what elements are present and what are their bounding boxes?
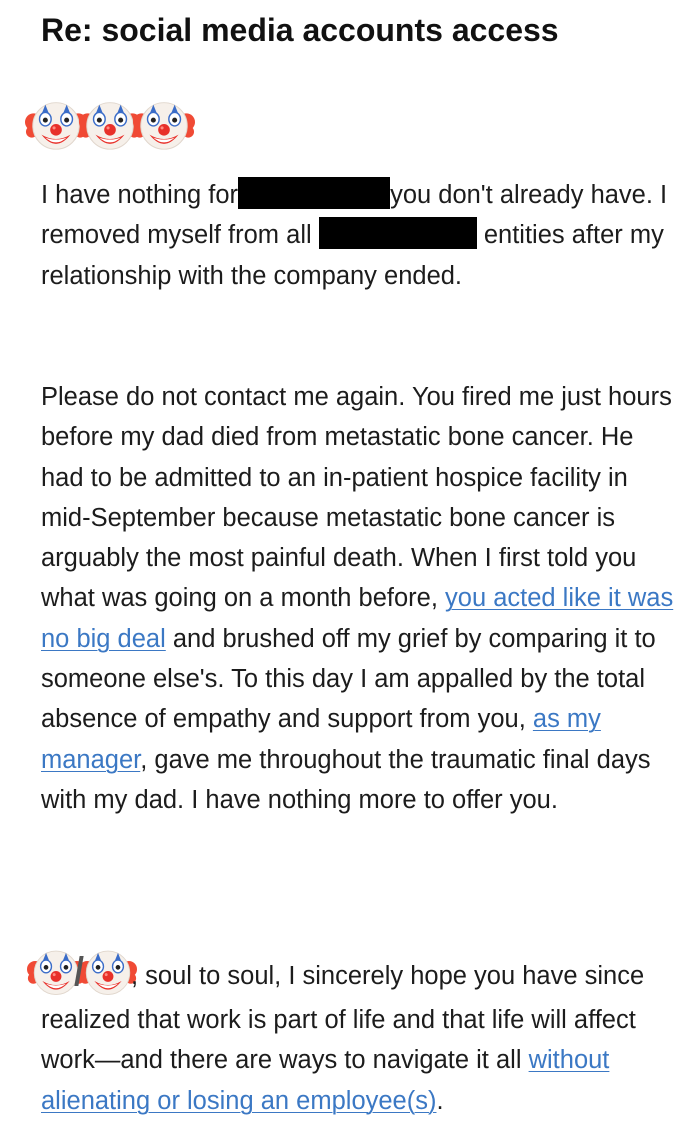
link-as-my-manager[interactable]: as my manager [41, 705, 601, 774]
paragraph-3 [41, 942, 681, 1121]
redaction-block [319, 217, 477, 249]
paragraph-1-text-a: I have nothing for [41, 181, 239, 209]
clown-face-icon [25, 93, 87, 155]
email-subject: Re: social media accounts access [41, 12, 559, 48]
paragraph-3-text-a: , soul to soul, I sincerely hope you have since realized that work is part of life and that life will affect work—and there are ways to navigate it all [41, 962, 645, 1075]
clown-face-icon [79, 93, 141, 155]
paragraph-1-text-c: entities after my relationship with the company ended. [41, 221, 664, 290]
paragraph-1 [41, 175, 681, 296]
paragraph-2 [41, 377, 681, 820]
clown-face-icon [133, 93, 195, 155]
paragraph-2-text-c: , gave me throughout the traumatic final days with my dad. I have nothing more to offer you. [41, 745, 651, 814]
redaction-block [238, 177, 390, 209]
clown-emoji-row [25, 92, 187, 156]
paragraph-2-text-a: Please do not contact me again. You fired me just hours before my dad died from metastatic bone cancer. He had to be admitted to an in-patient hospice facility in mid-September because metastatic bone cancer is arguably the most painful death. When I first told you what was going on a month before, [41, 383, 672, 613]
clown-emoji-pair [27, 942, 131, 1000]
link-no-big-deal[interactable]: you acted like it was no big deal [41, 584, 674, 653]
link-without-alienating[interactable]: without alienating or losing an employee(s) [41, 1046, 610, 1115]
paragraph-3-text-b: . [436, 1086, 444, 1115]
paragraph-1-text-b: you don't already have. I removed myself from all [41, 181, 668, 250]
clown-face-icon [79, 942, 137, 1000]
paragraph-2-text-b: and brushed off my grief by comparing it to someone else's. To this day I am appalled by the total absence of empathy and support from you, [41, 624, 656, 734]
